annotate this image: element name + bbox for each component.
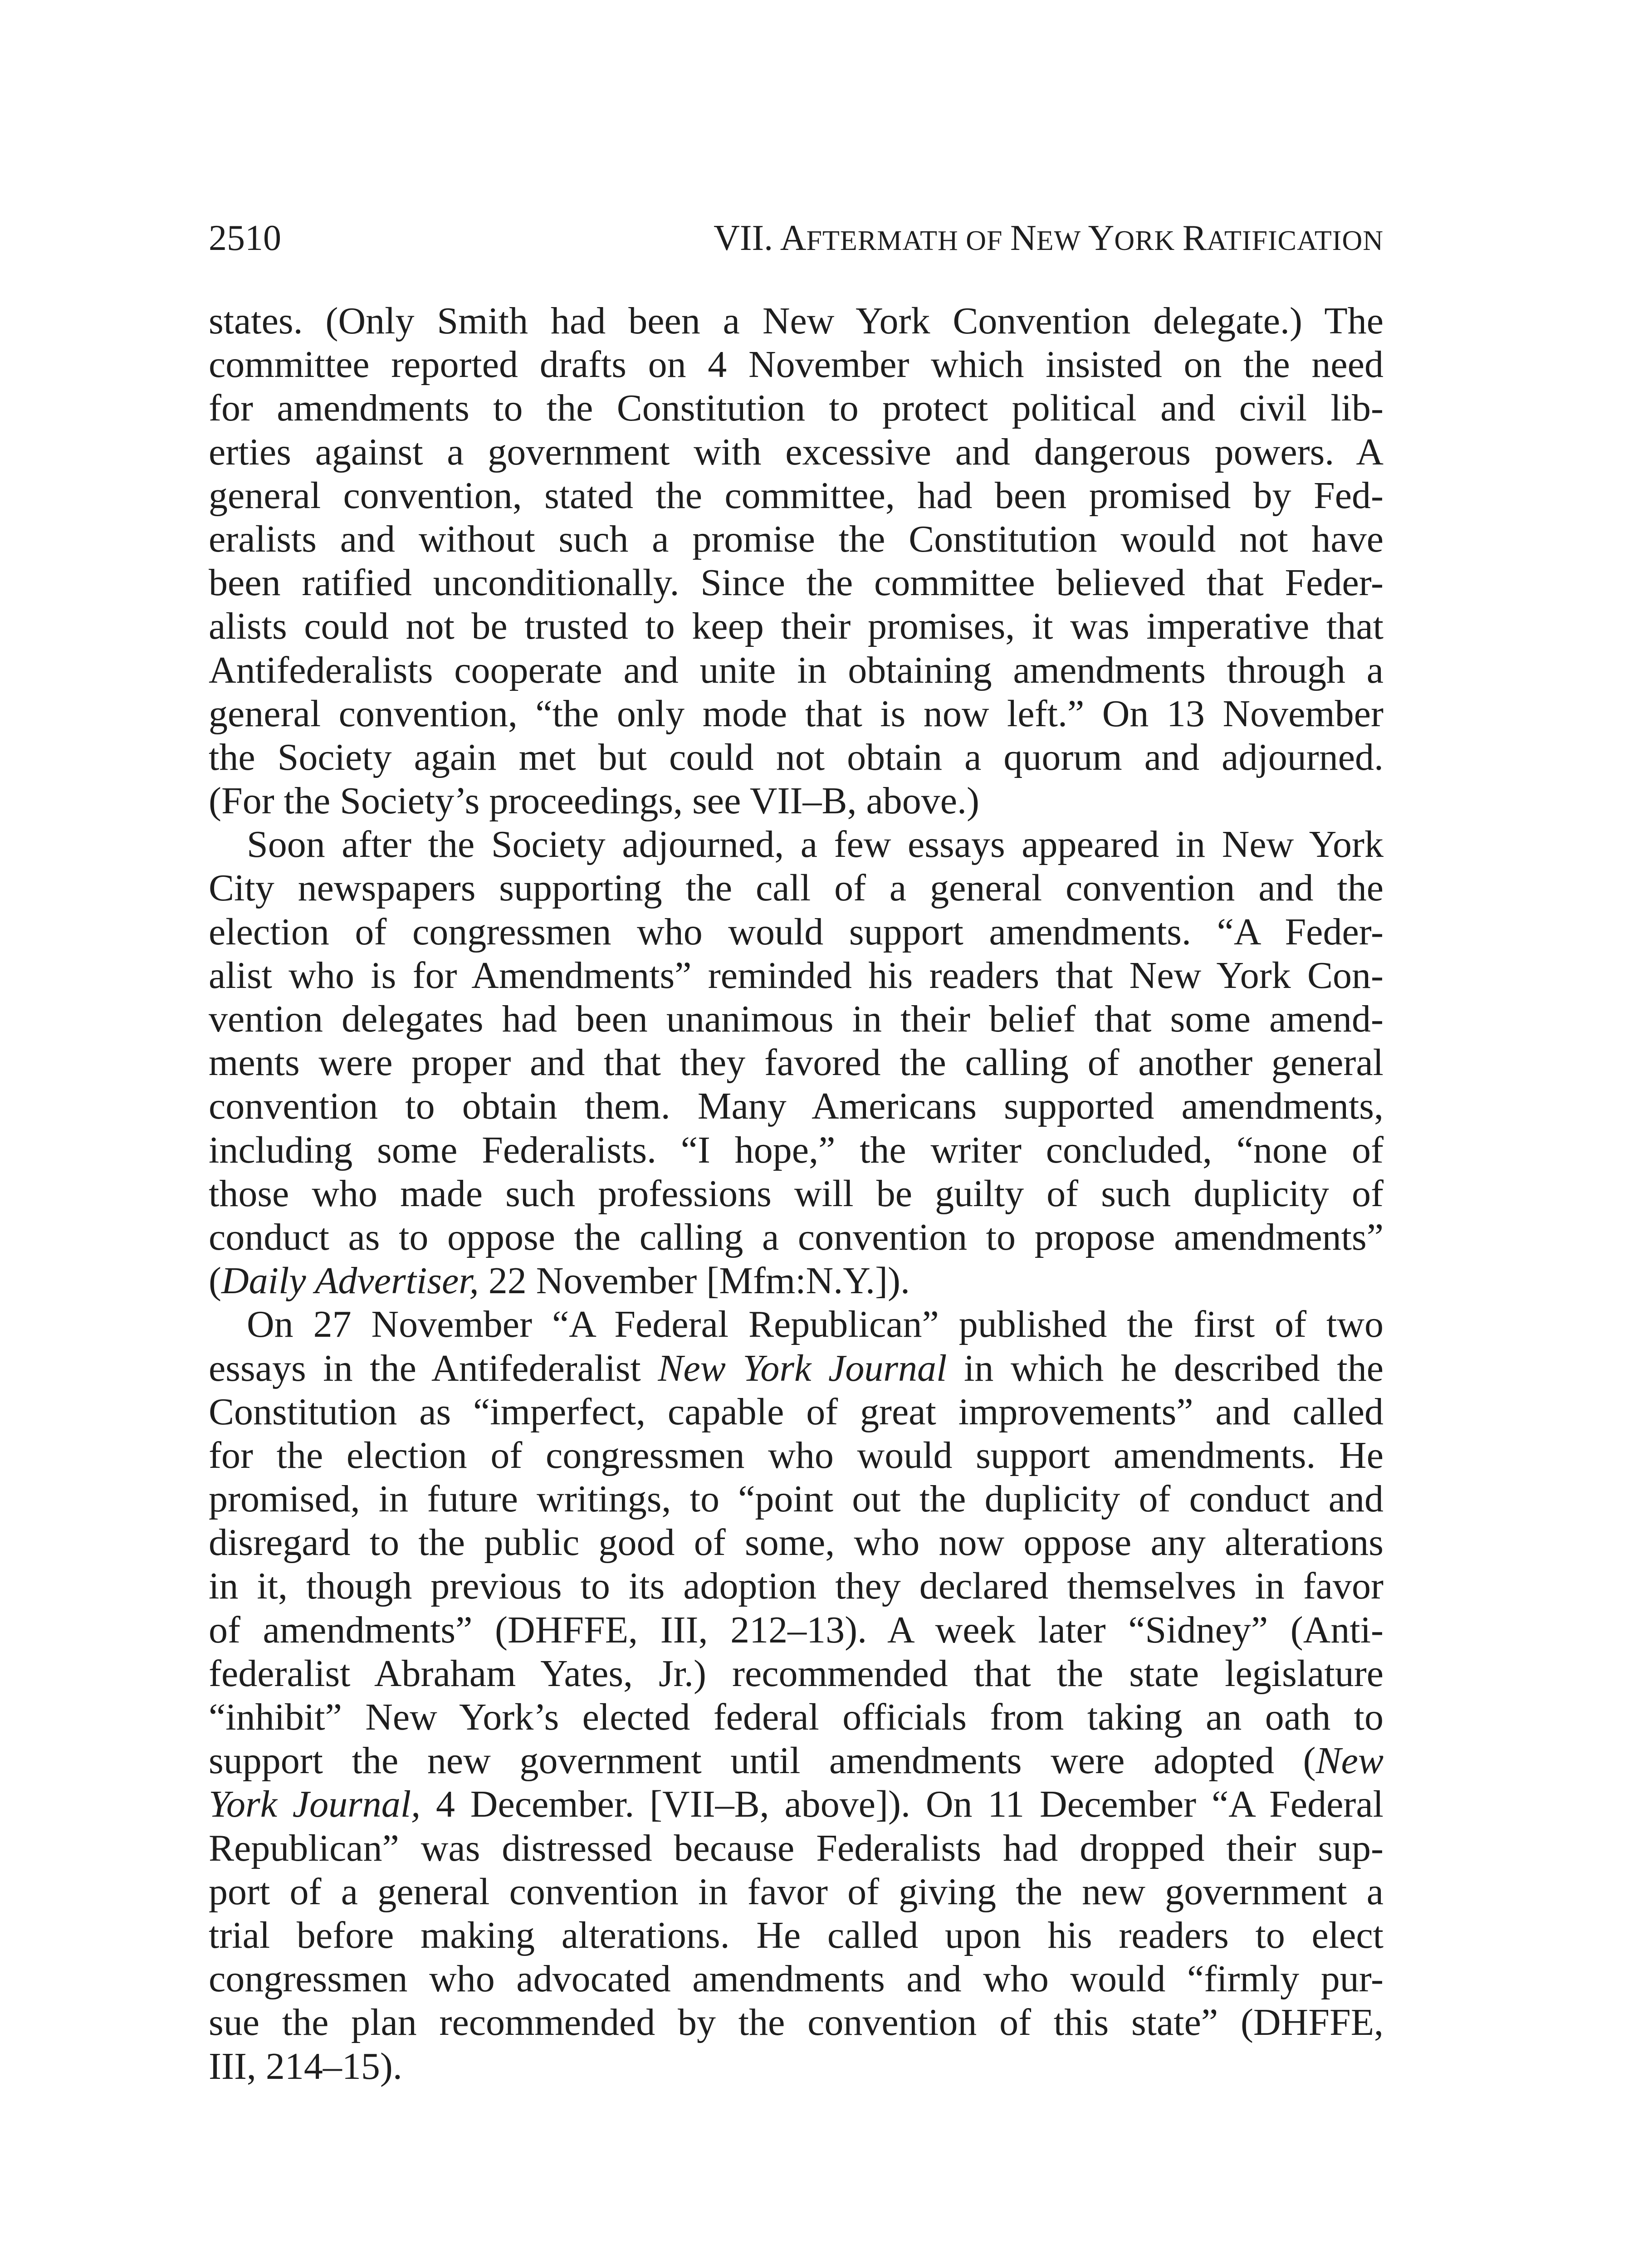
italic-text: New York Journal [658, 1347, 947, 1389]
text-run: states. (Only Smith had been a New York Convention delegate.) The [209, 300, 1384, 342]
text-line [209, 1390, 1384, 1434]
text-run: (For the Society’s proceedings, see VII–B, above.) [209, 780, 980, 822]
running-head [209, 213, 1384, 263]
text-line [209, 343, 1384, 386]
text-run: in which he described the [947, 1347, 1384, 1389]
text-line [209, 605, 1384, 648]
text-run: Soon after the Society adjourned, a few essays appeared in New York [247, 823, 1384, 866]
text-line [209, 1041, 1384, 1085]
text-line [209, 779, 1384, 823]
text-line [209, 1347, 1384, 1390]
text-line [209, 474, 1384, 518]
paragraph [209, 1303, 1384, 2088]
text-run: Antifederalists cooperate and unite in obtaining amendments through a [209, 649, 1384, 691]
running-title-part: ORK [1114, 225, 1183, 256]
italic-text: Daily Advertiser, [221, 1260, 479, 1302]
text-line [209, 430, 1384, 474]
text-run: trial before making alterations. He called upon his readers to elect [209, 1914, 1384, 1956]
text-line [209, 910, 1384, 954]
text-run: for the election of congressmen who would support amendments. He [209, 1434, 1384, 1476]
text-line [209, 1434, 1384, 1477]
text-line [209, 1129, 1384, 1172]
text-run: conduct as to oppose the calling a convention to propose amendments” [209, 1216, 1384, 1258]
text-line [209, 1827, 1384, 1870]
text-line [209, 1521, 1384, 1564]
text-run: 4 December. [VII–B, above]). On 11 December “A Federal [420, 1783, 1384, 1826]
text-line [209, 1739, 1384, 1783]
text-line [209, 997, 1384, 1041]
text-run: disregard to the public good of some, who now oppose any alterations [209, 1521, 1384, 1564]
text-run: election of congressmen who would support amendments. “A Feder- [209, 910, 1384, 953]
text-line [209, 736, 1384, 779]
running-title-part: ATIFICATION [1207, 225, 1384, 256]
text-line [209, 823, 1384, 866]
text-run: 22 November [Mfm:N.Y.]). [479, 1260, 910, 1302]
text-run: essays in the Antifederalist [209, 1347, 658, 1389]
text-line [209, 954, 1384, 997]
text-line [209, 1696, 1384, 1739]
text-run: for amendments to the Constitution to protect political and civil lib- [209, 387, 1384, 430]
text-line [209, 1608, 1384, 1652]
text-line [209, 1172, 1384, 1216]
text-run: ( [209, 1260, 221, 1302]
text-line [209, 2001, 1384, 2044]
running-title-part: Y [1088, 218, 1115, 258]
text-run: general convention, stated the committee, had been promised by Fed- [209, 474, 1384, 517]
paragraph [209, 299, 1384, 823]
text-run: City newspapers supporting the call of a general convention and the [209, 867, 1384, 909]
text-line [209, 866, 1384, 910]
text-run: including some Federalists. “I hope,” the writer concluded, “none of [209, 1129, 1384, 1171]
text-run: “inhibit” New York’s elected federal officials from taking an oath to [209, 1696, 1384, 1738]
text-run: sue the plan recommended by the convention of this state” (DHFFE, [209, 2001, 1384, 2044]
text-run: committee reported drafts on 4 November which insisted on the need [209, 343, 1384, 386]
text-run: Republican” was distressed because Federalists had dropped their sup- [209, 1827, 1384, 1869]
text-line [209, 1914, 1384, 1957]
text-run: alist who is for Amendments” reminded his readers that New York Con- [209, 954, 1384, 997]
text-run: On 27 November “A Federal Republican” published the first of two [247, 1303, 1384, 1346]
text-line [209, 1216, 1384, 1259]
text-run: III, 214–15). [209, 2045, 402, 2087]
text-line [209, 1564, 1384, 1608]
running-title-part: N [1010, 218, 1037, 258]
text-line [209, 299, 1384, 343]
text-line [209, 2045, 1384, 2088]
text-run: those who made such professions will be guilty of such duplicity of [209, 1172, 1384, 1215]
running-title-part: EW [1036, 225, 1088, 256]
text-line [209, 1303, 1384, 1346]
text-run: been ratified unconditionally. Since the committee believed that Feder- [209, 562, 1384, 604]
text-line [209, 1477, 1384, 1521]
text-run: port of a general convention in favor of giving the new government a [209, 1870, 1384, 1913]
text-run: support the new government until amendments were adopted ( [209, 1740, 1316, 1782]
text-line [209, 1652, 1384, 1696]
running-title-part: VII. A [714, 218, 807, 258]
text-run: in it, though previous to its adoption they declared themselves in favor [209, 1565, 1384, 1608]
text-line [209, 692, 1384, 736]
text-run: Constitution as “imperfect, capable of great improvements” and called [209, 1390, 1384, 1433]
text-run: erties against a government with excessive and dangerous powers. A [209, 430, 1384, 473]
text-run: federalist Abraham Yates, Jr.) recommended that the state legislature [209, 1652, 1384, 1695]
text-run: the Society again met but could not obtain a quorum and adjourned. [209, 736, 1384, 778]
text-line [209, 1870, 1384, 1914]
text-run: ments were proper and that they favored the calling of another general [209, 1041, 1384, 1084]
text-run: promised, in future writings, to “point out the duplicity of conduct and [209, 1478, 1384, 1520]
text-line [209, 1783, 1384, 1826]
text-line [209, 1259, 1384, 1303]
running-title [714, 213, 1384, 266]
text-run: congressmen who advocated amendments and who would “firmly pur- [209, 1958, 1384, 2000]
page-number: 2510 [209, 218, 281, 258]
body-text [209, 299, 1384, 2088]
running-title-part: FTERMATH OF [806, 225, 1011, 256]
text-line [209, 649, 1384, 692]
text-run: of amendments” (DHFFE, III, 212–13). A week later “Sidney” (Anti- [209, 1608, 1384, 1651]
text-run: general convention, “the only mode that is now left.” On 13 November [209, 692, 1384, 735]
text-run: vention delegates had been unanimous in their belief that some amend- [209, 998, 1384, 1040]
text-line [209, 518, 1384, 561]
text-run: alists could not be trusted to keep their promises, it was imperative that [209, 605, 1384, 648]
text-run: convention to obtain them. Many Americans supported amendments, [209, 1085, 1384, 1128]
italic-text: New [1315, 1740, 1384, 1782]
text-line [209, 1957, 1384, 2001]
paragraph [209, 823, 1384, 1303]
text-line [209, 386, 1384, 430]
text-line [209, 561, 1384, 605]
text-line [209, 1085, 1384, 1128]
italic-text: York Journal, [209, 1783, 421, 1826]
running-title-part: R [1182, 218, 1207, 258]
text-run: eralists and without such a promise the Constitution would not have [209, 518, 1384, 560]
